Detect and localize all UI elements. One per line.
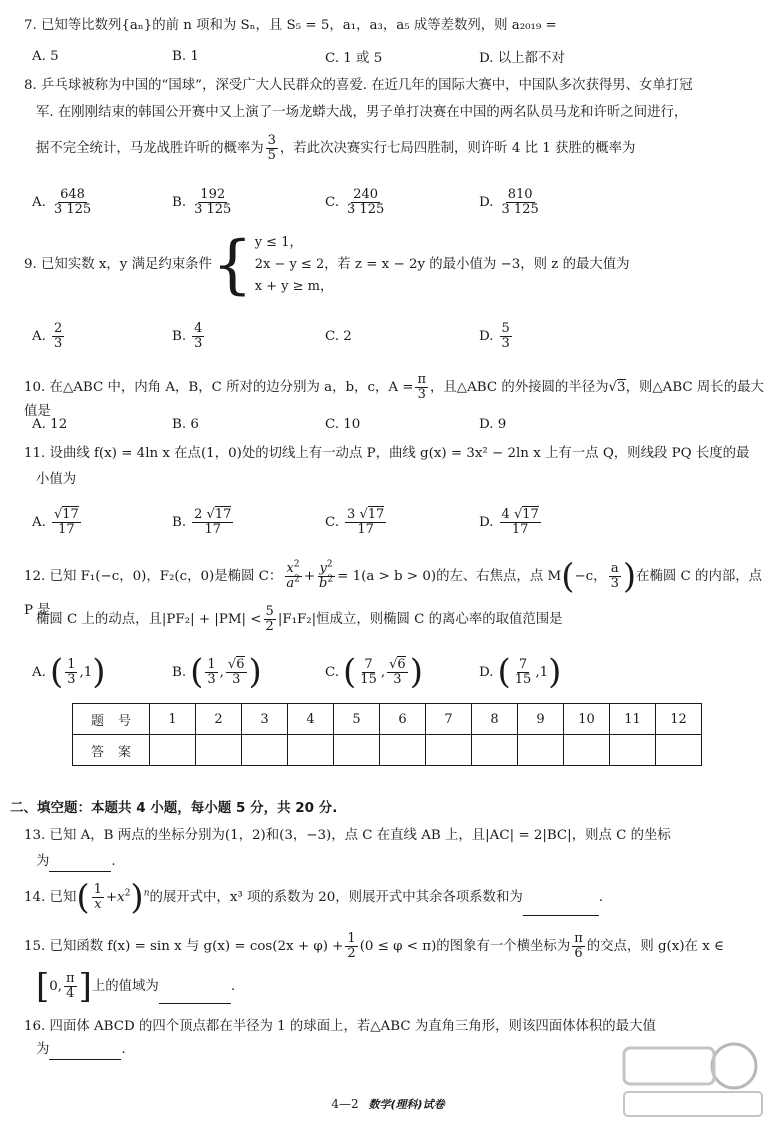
question-8 xyxy=(24,76,766,96)
text: = 1(a > b > 0)的左、右焦点，点 M xyxy=(337,569,562,584)
question-13 xyxy=(24,826,766,846)
answer-cell[interactable] xyxy=(472,735,518,766)
answer-cell[interactable] xyxy=(288,735,334,766)
question-number-cell: 10 xyxy=(564,704,610,735)
text: ，若此次决赛实行七局四胜制，则许昕 4 比 1 获胜的概率为 xyxy=(279,141,636,156)
question-12-line-1: 12. 已知 F₁(−c，0)，F₂(c，0)是椭圆 C： $\frac{x^2}{a^2}$ + $\frac{y^2}{b^2}$ = 1(a > b > 0)的左、右焦点，点 M(−c， $\frac{a}{3}$ )在椭圆 C 的内部，点 P 是 xyxy=(24,556,763,618)
answer-cell[interactable] xyxy=(150,735,196,766)
question-16-line-2: 为 . xyxy=(36,1040,766,1060)
question-15-line-1: 15. 已知函数 f(x) = sin x 与 g(x) = cos(2x + φ) + $\frac{1}{2}$ (0 ≤ φ < π)的图象有一个横坐标为 $\frac{\pi}{6}$ 的交点，则 g(x)在 x ∈ xyxy=(24,931,724,961)
text: 14. 已知 xyxy=(24,890,77,905)
option-d: D. 以上都不对 xyxy=(479,50,565,66)
answer-cell[interactable] xyxy=(610,735,656,766)
question-9-options xyxy=(32,316,772,356)
text: 上的值域为 xyxy=(91,979,159,994)
answer-blank[interactable] xyxy=(523,901,599,916)
question-11-line-1: 11. 设曲线 f(x) = 4ln x 在点(1，0)处的切线上有一动点 P，曲线 g(x) = 3x² − 2ln x 上有一点 Q，则线段 PQ 长度的最 xyxy=(24,446,750,461)
option-b: B. 6 xyxy=(172,416,199,432)
question-number-cell: 7 xyxy=(426,704,472,735)
option-a: A. ( $\frac{1}{3}$ ,1 ) xyxy=(32,652,106,692)
option-c: C. $\frac{3 √ 17}{17}$ xyxy=(325,502,388,542)
fraction: $\frac{a}{3}$ xyxy=(610,561,619,591)
option-d: D. $\frac{810}{3 125}$ xyxy=(479,186,539,217)
question-8-line-2-wrap xyxy=(36,103,766,123)
question-number-cell: 2 xyxy=(196,704,242,735)
option-d: D. $\frac{5}{3}$ xyxy=(479,320,510,351)
option-b: B. $\frac{4}{3}$ xyxy=(172,320,203,351)
question-number-cell: 12 xyxy=(656,704,702,735)
fraction: $\frac{5}{2}$ xyxy=(265,604,274,634)
answer-table-header-row xyxy=(73,704,702,735)
question-14: 14. 已知( $\frac{1}{x}$ $+x^2)^n$的展开式中，x³ 项的系数为 20，则展开式中其余各项系数和为 . xyxy=(24,877,603,918)
text: 15. 已知函数 f(x) = sin x 与 g(x) = cos(2x + φ) + xyxy=(24,939,344,954)
question-12-options xyxy=(32,652,772,692)
question-7 xyxy=(24,16,766,36)
question-7-stem: 7. 已知等比数列{aₙ}的前 n 项和为 Sₙ，且 S₅ = 5，a₁，a₃，a₅ 成等差数列，则 a₂₀₁₉ = xyxy=(24,18,557,33)
option-b: B. ( $\frac{1}{3}$ , √ $\frac{6}{3}$ ) xyxy=(172,652,262,692)
question-number-cell: 4 xyxy=(288,704,334,735)
option-c: C. ( $\frac{7}{15}$ , √ $\frac{6}{3}$ ) xyxy=(325,652,423,692)
watermark-logo xyxy=(618,1040,768,1120)
text: (0 ≤ φ < π)的图象有一个横坐标为 xyxy=(359,939,571,954)
question-8-line-2: 军. 在刚刚结束的韩国公开赛中又上演了一场龙蟒大战，男子单打决赛在中国的两名队员马龙和许昕之间进行， xyxy=(36,105,688,120)
text: 9. 已知实数 x，y 满足约束条件 xyxy=(24,257,212,272)
answer-cell[interactable] xyxy=(518,735,564,766)
text: 椭圆 C 上的动点，且|PF₂| + |PM| < xyxy=(36,612,262,627)
question-12-line-2 xyxy=(36,605,766,635)
text: 为 xyxy=(36,854,50,869)
row-header-answer: 答案 xyxy=(73,735,150,766)
watermark-icon xyxy=(618,1040,768,1120)
option-a: A. 12 xyxy=(32,416,68,432)
question-16 xyxy=(24,1017,766,1037)
text: |F₁F₂|恒成立，则椭圆 C 的离心率的取值范围是 xyxy=(277,612,563,627)
question-11-line-2-wrap xyxy=(36,470,766,490)
sqrt: √ 3 xyxy=(609,379,626,395)
text: 的展开式中，x³ 项的系数为 20，则展开式中其余各项系数和为 xyxy=(149,890,523,905)
option-a: A. $\frac{2}{3}$ xyxy=(32,320,63,351)
answer-blank[interactable] xyxy=(49,1045,121,1060)
answer-cell[interactable] xyxy=(426,735,472,766)
fraction: $\frac{3}{5}$ xyxy=(267,133,276,163)
text: 的交点，则 g(x)在 x ∈ xyxy=(586,939,724,954)
question-11-line-2: 小值为 xyxy=(36,472,77,487)
question-13-line-2: 为 . xyxy=(36,852,766,872)
answer-table xyxy=(72,703,702,766)
option-d: D. $\frac{4 √ 17}{17}$ xyxy=(479,502,543,542)
option-d: D. 9 xyxy=(479,416,507,432)
answer-cell[interactable] xyxy=(564,735,610,766)
text: 10. 在△ABC 中，内角 A，B，C 所对的边分别为 a，b，c，A = xyxy=(24,380,414,395)
option-a: A. √ $\frac{17}{17}$ xyxy=(32,502,83,542)
answer-cell[interactable] xyxy=(380,735,426,766)
question-15-line-2: [0, $\frac{\pi}{4}$ ]上的值域为 . xyxy=(36,966,236,1007)
question-number-cell: 11 xyxy=(610,704,656,735)
question-7-options xyxy=(32,36,772,76)
text: 在椭圆 C 的内部，点 P 是 xyxy=(24,569,763,618)
answer-table-answer-row xyxy=(73,735,702,766)
question-number-cell: 6 xyxy=(380,704,426,735)
question-13-line-1: 13. 已知 A，B 两点的坐标分别为(1，2)和(3，−3)，点 C 在直线 AB 上，且|AC| = 2|BC|，则点 C 的坐标 xyxy=(24,828,671,843)
question-number-cell: 3 xyxy=(242,704,288,735)
answer-cell[interactable] xyxy=(196,735,242,766)
fraction: $\frac{\pi}{3}$ xyxy=(417,372,427,402)
option-c: C. 10 xyxy=(325,416,361,432)
answer-cell[interactable] xyxy=(656,735,702,766)
question-8-line-1: 8. 乒乓球被称为中国的“国球”，深受广大人民群众的喜爱. 在近几年的国际大赛中，中国队多次获得男、女单打冠 xyxy=(24,78,693,93)
text: ，则△ABC 周长的最大值是 xyxy=(24,380,764,419)
question-8-options xyxy=(32,182,772,222)
text: −c， xyxy=(574,569,607,584)
answer-cell[interactable] xyxy=(242,735,288,766)
option-d: D. ( $\frac{7}{15}$ ,1 ) xyxy=(479,652,562,692)
page-number: 4—2 xyxy=(331,1097,359,1111)
exam-name: 数学(理科)试卷 xyxy=(368,1098,445,1111)
row-header-number: 题号 xyxy=(73,704,150,735)
text: 若 z = x − 2y 的最小值为 −3，则 z 的最大值为 xyxy=(337,257,630,272)
text: 12. 已知 F₁(−c，0)，F₂(c，0)是椭圆 C： xyxy=(24,569,283,584)
option-c: C. 2 xyxy=(325,328,352,344)
question-number-cell: 8 xyxy=(472,704,518,735)
section-heading: 二、填空题：本题共 4 小题，每小题 5 分，共 20 分. xyxy=(10,800,338,816)
ellipse-y-term: $\frac{y^2}{b^2}$ xyxy=(319,559,334,591)
option-a: A. 5 xyxy=(32,48,59,64)
question-11 xyxy=(24,444,766,464)
question-16-line-1: 16. 四面体 ABCD 的四个顶点都在半径为 1 的球面上，若△ABC 为直角三角形，则该四面体体积的最大值 xyxy=(24,1019,656,1034)
answer-blank[interactable] xyxy=(49,857,111,872)
option-b: B. $\frac{2 √ 17}{17}$ xyxy=(172,502,235,542)
question-8-line-3 xyxy=(36,134,766,163)
constraint-system: { y ≤ 1， 2x − y ≤ 2， x + y ≥ m， xyxy=(211,228,338,302)
question-number-cell: 1 xyxy=(150,704,196,735)
option-b: B. $\frac{192}{3 125}$ xyxy=(172,186,232,217)
text: ，且△ABC 的外接圆的半径为 xyxy=(430,380,609,395)
question-number-cell: 5 xyxy=(334,704,380,735)
text: 据不完全统计，马龙战胜许昕的概率为 xyxy=(36,141,264,156)
question-10-options xyxy=(32,404,772,444)
option-b: B. 1 xyxy=(172,48,199,64)
option-c: C. 1 或 5 xyxy=(325,50,383,66)
option-c: C. $\frac{240}{3 125}$ xyxy=(325,186,385,217)
question-number-cell: 9 xyxy=(518,704,564,735)
option-a: A. $\frac{648}{3 125}$ xyxy=(32,186,92,217)
answer-blank[interactable] xyxy=(159,989,231,1004)
text: 为 xyxy=(36,1042,50,1057)
ellipse-x-term: $\frac{x^2}{a^2}$ xyxy=(286,559,300,591)
question-9 xyxy=(24,228,766,302)
answer-cell[interactable] xyxy=(334,735,380,766)
question-11-options xyxy=(32,502,772,542)
